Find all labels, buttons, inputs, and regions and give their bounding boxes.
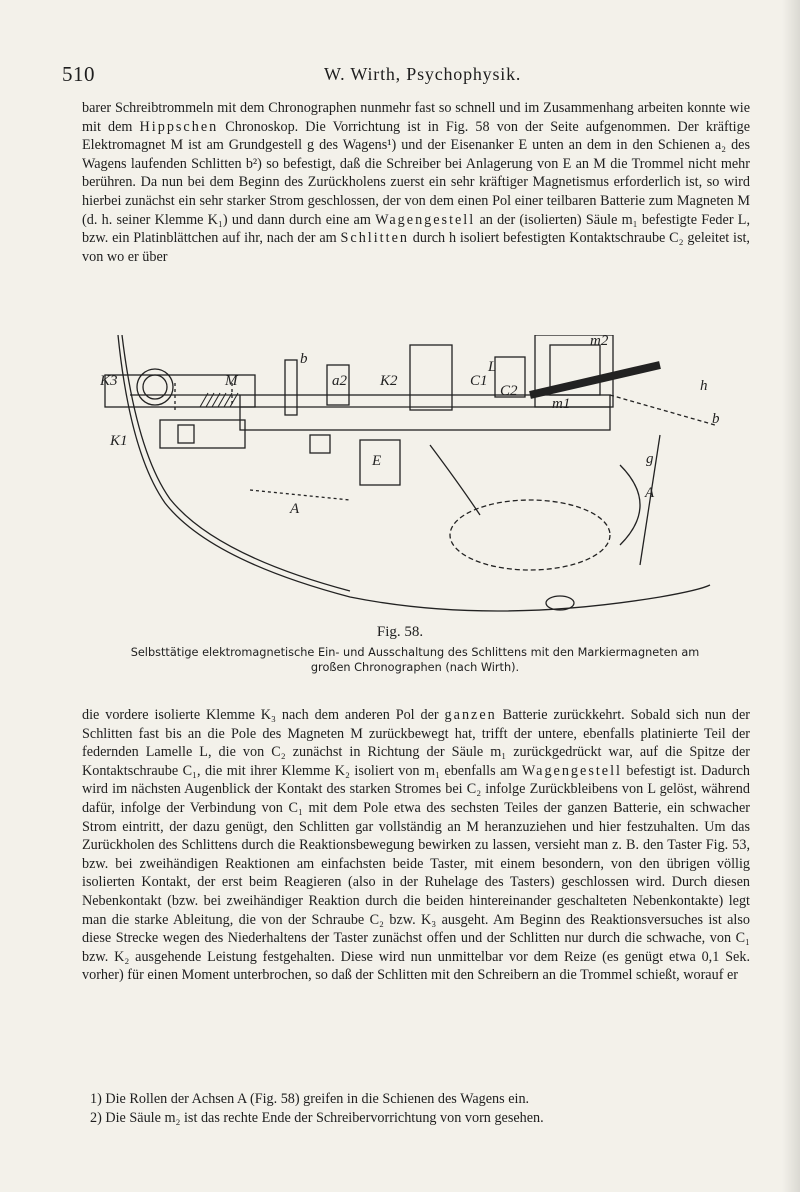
page-edge-shadow: [782, 0, 800, 1192]
text-run: durch h isoliert befestigten Kontaktschraube C₂ geleitet ist, von wo er über: [82, 230, 750, 265]
text-run: an der (isolierten) Säule m₁ befestigte Feder L, bzw. ein Platinblättchen auf ihr, nach der am: [82, 211, 750, 247]
text-run-emphasis: Schlitten: [340, 230, 409, 247]
running-head: [62, 62, 742, 88]
text-run-emphasis: Wagengestell: [375, 211, 476, 228]
footnote-2: 2) Die Säule m₂ ist das rechte Ende der Schreibervorrichtung von vorn gesehen.: [90, 1109, 544, 1126]
text-run-emphasis: Wagengestell: [521, 762, 622, 779]
label-K1: K1: [110, 433, 128, 449]
label-h: h: [700, 378, 708, 394]
paragraph-top: [82, 99, 750, 266]
page-number: 510: [62, 62, 95, 86]
apparatus-drawing: [100, 335, 750, 620]
label-M: M: [225, 373, 238, 389]
label-A-right: A: [645, 485, 655, 501]
paragraph-bottom: [82, 706, 750, 985]
guide-dashed-right: [610, 395, 715, 425]
label-K3: K3: [100, 373, 118, 389]
label-C2: C2: [500, 383, 518, 399]
label-b-top: b: [300, 351, 308, 367]
label-m1: m1: [552, 396, 571, 412]
anchor-support: [310, 435, 330, 453]
figure-caption: Selbsttätige elektromagnetische Ein- und Ausschaltung des Schlittens mit den Markiermagneten am großen Chronographen (nach Wirth).: [130, 646, 700, 674]
text-run-emphasis: Hippschen: [139, 118, 219, 135]
label-C1: C1: [470, 373, 488, 389]
label-L: L: [488, 359, 497, 375]
footnotes: [90, 1090, 750, 1127]
text-run: Chronoskop. Die Vorrichtung ist in Fig. 58 von der Seite aufgenommen. Der kräftige Elektromagnet M ist am Grundgestell g des Wagens¹) und der Eisenanker E unten an dem in den Schienen a₂ des Wagens laufenden Schlitten b²) so befestigt, daß die Schreiber bei Anlagerung von E an M die Trommel nicht mehr berühren. Da nun bei dem Beginn des Zurückholens zuerst ein sehr kräftiger Magnetismus erforderlich ist, so wird hierbei zunächst ein sehr starker Strom geschlossen, der von dem einen Pol einer teilbaren Batterie zum Magneten M (d. h. seiner Klemme K₁) und dann durch eine am: [82, 118, 750, 228]
label-E: E: [372, 453, 382, 469]
roller-foot: [546, 596, 574, 610]
wheel-arm: [430, 445, 480, 515]
text-run: barer Schreibtrommeln mit dem Chronographen nunmehr fast so schnell und im Zusammenhang arbeiten konnte wie mit dem: [82, 100, 750, 135]
text-run-emphasis: ganzen: [444, 707, 497, 723]
wheel-guide: [620, 465, 640, 545]
text-run: befestigt ist. Dadurch wird im nächsten Augenblick der Kontakt des starken Stromes bei C₂ infolge Zurückbleibens von L gelöst, während dafür, infolge der Verbindung von C₁ mit dem Pole etwa des sechsten Teiles der ganzen Batterie, ein schwacher Strom eintritt, der dazu genügt, den Schlitten gar vollständig an M heranzuziehen und hier festzuhalten. Um das Zurückholen des Schlittens durch die Reaktionsbewegung bewirken zu lassen, versieht man z. B. den Taster Fig. 53, bzw. bei zweihändigen Reaktionen am einfachsten beide Taster, mit einem besondern, von den übrigen völlig isolierten Kontakt, der erst beim Reagieren (also in der Ruhelage des Tasters) geschlossen wird. Durch diesen Nebenkontakt (bzw. bei zweihändiger Reaktion durch die beiden hintereinander geschalteten Nebenkontakte) legt man die starke Ableitung, die von der Schraube C₂ bzw. K₃ ausgeht. Am Beginn des Reaktionsversuches ist also diese Strecke wegen des Niederhaltens der Taster zunächst offen und der Schlitten nur durch die schwache, von C₁ bzw. K₂ ausgehende Leistung festgehalten. Diese wird nun unmittelbar vor dem Reize (es genügt etwa 0,1 Sek. vorher) für einen Moment unterbrochen, so daß der Schlitten mit den Schreibern an die Trommel schießt, worauf er: [82, 762, 750, 984]
text-run: die vordere isolierte Klemme K₃ nach dem anderen Pol der: [82, 707, 445, 723]
figure-number: Fig. 58.: [376, 624, 424, 640]
label-m2: m2: [590, 335, 609, 349]
label-b-right: b: [712, 411, 720, 427]
label-a2: a2: [332, 373, 347, 389]
label-A-left: A: [290, 501, 300, 517]
label-K2: K2: [380, 373, 398, 389]
contact-screw-block: [410, 345, 452, 410]
figure-58: [100, 335, 750, 620]
ground-frame: [160, 420, 245, 448]
running-title: W. Wirth, Psychophysik.: [324, 64, 522, 84]
footnote-1: 1) Die Rollen der Achsen A (Fig. 58) greifen in die Schienen des Wagens ein.: [90, 1091, 530, 1107]
text-run: Batterie zurückkehrt. Sobald sich nun der Schlitten fast bis an die Pole des Magneten M zurückbewegt hat, trifft der untere, ebenfalls platinierte Teil der federnden Lamelle L, die von C₂ zunächst in Richtung der Säule m₁ zurückgedrückt war, auf die Spitze der Kontaktschraube C₁, die mit ihrer Klemme K₂ isoliert von m₁ ebenfalls am: [82, 707, 750, 779]
wheel-axle-outline: [450, 500, 610, 570]
axle-dashed: [250, 490, 350, 500]
label-g: g: [646, 451, 654, 467]
ground-frame-block: [178, 425, 194, 443]
